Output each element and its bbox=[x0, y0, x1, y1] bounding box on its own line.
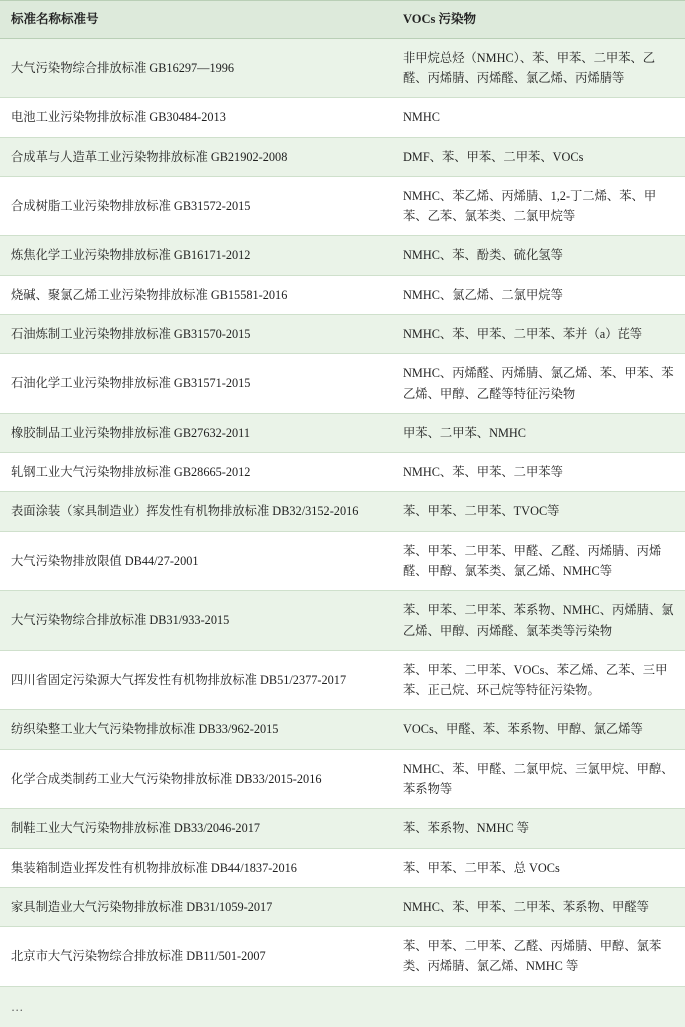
cell-voc-pollutants: 苯、甲苯、二甲苯、甲醛、乙醛、丙烯腈、丙烯醛、甲醇、氯苯类、氯乙烯、NMHC等 bbox=[392, 531, 685, 591]
table-row bbox=[0, 927, 685, 987]
cell-voc-pollutants: VOCs、甲醛、苯、苯系物、甲醇、氯乙烯等 bbox=[392, 710, 685, 749]
table-row bbox=[0, 413, 685, 452]
cell-voc-pollutants: NMHC、丙烯醛、丙烯腈、氯乙烯、苯、甲苯、苯乙烯、甲醇、乙醛等特征污染物 bbox=[392, 354, 685, 414]
cell-standard-name: 炼焦化学工业污染物排放标准 GB16171-2012 bbox=[0, 236, 392, 275]
table-row bbox=[0, 98, 685, 137]
cell-standard-name: 北京市大气污染物综合排放标准 DB11/501-2007 bbox=[0, 927, 392, 987]
table-row bbox=[0, 315, 685, 354]
table-row bbox=[0, 492, 685, 531]
table-row bbox=[0, 887, 685, 926]
cell-voc-pollutants: 苯、甲苯、二甲苯、总 VOCs bbox=[392, 848, 685, 887]
cell-voc-pollutants: NMHC、苯、酚类、硫化氢等 bbox=[392, 236, 685, 275]
cell-standard-name: 四川省固定污染源大气挥发性有机物排放标准 DB51/2377-2017 bbox=[0, 650, 392, 710]
cell-standard-name: 大气污染物综合排放标准 DB31/933-2015 bbox=[0, 591, 392, 651]
cell-voc-pollutants: NMHC、苯、甲苯、二甲苯、苯并（a）芘等 bbox=[392, 315, 685, 354]
cell-standard-name: 大气污染物排放限值 DB44/27-2001 bbox=[0, 531, 392, 591]
cell-standard-name: 家具制造业大气污染物排放标准 DB31/1059-2017 bbox=[0, 887, 392, 926]
cell-standard-name: 橡胶制品工业污染物排放标准 GB27632-2011 bbox=[0, 413, 392, 452]
cell-standard-name: 化学合成类制药工业大气污染物排放标准 DB33/2015-2016 bbox=[0, 749, 392, 809]
table-row-ellipsis bbox=[0, 986, 685, 1027]
cell-voc-pollutants: NMHC、苯、甲醛、二氯甲烷、三氯甲烷、甲醇、苯系物等 bbox=[392, 749, 685, 809]
table-row bbox=[0, 710, 685, 749]
cell-voc-pollutants: NMHC bbox=[392, 98, 685, 137]
cell-voc-pollutants: 甲苯、二甲苯、NMHC bbox=[392, 413, 685, 452]
cell-standard-name: 合成树脂工业污染物排放标准 GB31572-2015 bbox=[0, 176, 392, 236]
cell-voc-pollutants: 苯、甲苯、二甲苯、乙醛、丙烯腈、甲醇、氯苯类、丙烯腈、氯乙烯、NMHC 等 bbox=[392, 927, 685, 987]
column-header-voc-pollutants: VOCs 污染物 bbox=[392, 1, 685, 39]
cell-voc-pollutants: NMHC、苯乙烯、丙烯腈、1,2-丁二烯、苯、甲苯、乙苯、氯苯类、二氯甲烷等 bbox=[392, 176, 685, 236]
cell-standard-name: 轧钢工业大气污染物排放标准 GB28665-2012 bbox=[0, 453, 392, 492]
cell-voc-pollutants: 非甲烷总烃（NMHC）、苯、甲苯、二甲苯、乙醛、丙烯腈、丙烯醛、氯乙烯、丙烯腈等 bbox=[392, 38, 685, 98]
table-row bbox=[0, 236, 685, 275]
table-row bbox=[0, 531, 685, 591]
table-row bbox=[0, 38, 685, 98]
cell-ellipsis: … bbox=[0, 986, 392, 1027]
cell-standard-name: 电池工业污染物排放标准 GB30484-2013 bbox=[0, 98, 392, 137]
table-row bbox=[0, 137, 685, 176]
cell-standard-name: 制鞋工业大气污染物排放标准 DB33/2046-2017 bbox=[0, 809, 392, 848]
table-row bbox=[0, 591, 685, 651]
table-row bbox=[0, 749, 685, 809]
cell-standard-name: 烧碱、聚氯乙烯工业污染物排放标准 GB15581-2016 bbox=[0, 275, 392, 314]
cell-standard-name: 大气污染物综合排放标准 GB16297—1996 bbox=[0, 38, 392, 98]
table-row bbox=[0, 650, 685, 710]
table-row bbox=[0, 453, 685, 492]
table-row bbox=[0, 275, 685, 314]
cell-voc-pollutants: NMHC、苯、甲苯、二甲苯等 bbox=[392, 453, 685, 492]
cell-standard-name: 纺织染整工业大气污染物排放标准 DB33/962-2015 bbox=[0, 710, 392, 749]
cell-voc-pollutants: DMF、苯、甲苯、二甲苯、VOCs bbox=[392, 137, 685, 176]
table-header bbox=[0, 1, 685, 39]
cell-standard-name: 石油化学工业污染物排放标准 GB31571-2015 bbox=[0, 354, 392, 414]
cell-voc-pollutants: 苯、甲苯、二甲苯、TVOC等 bbox=[392, 492, 685, 531]
cell-standard-name: 集装箱制造业挥发性有机物排放标准 DB44/1837-2016 bbox=[0, 848, 392, 887]
cell-voc-pollutants: NMHC、氯乙烯、二氯甲烷等 bbox=[392, 275, 685, 314]
cell-voc-pollutants: 苯、甲苯、二甲苯、苯系物、NMHC、丙烯腈、氯乙烯、甲醇、丙烯醛、氯苯类等污染物 bbox=[392, 591, 685, 651]
cell-standard-name: 表面涂装（家具制造业）挥发性有机物排放标准 DB32/3152-2016 bbox=[0, 492, 392, 531]
cell-voc-pollutants: NMHC、苯、甲苯、二甲苯、苯系物、甲醛等 bbox=[392, 887, 685, 926]
cell-voc-pollutants: 苯、甲苯、二甲苯、VOCs、苯乙烯、乙苯、三甲苯、正己烷、环己烷等特征污染物。 bbox=[392, 650, 685, 710]
table-row bbox=[0, 354, 685, 414]
cell-voc-pollutants: 苯、苯系物、NMHC 等 bbox=[392, 809, 685, 848]
table-row bbox=[0, 809, 685, 848]
cell-standard-name: 石油炼制工业污染物排放标准 GB31570-2015 bbox=[0, 315, 392, 354]
column-header-standard-name: 标准名称标准号 bbox=[0, 1, 392, 39]
table-row bbox=[0, 848, 685, 887]
cell-standard-name: 合成革与人造革工业污染物排放标准 GB21902-2008 bbox=[0, 137, 392, 176]
table-body bbox=[0, 38, 685, 1027]
table-row bbox=[0, 176, 685, 236]
cell-ellipsis-empty bbox=[392, 986, 685, 1027]
table-header-row bbox=[0, 1, 685, 39]
